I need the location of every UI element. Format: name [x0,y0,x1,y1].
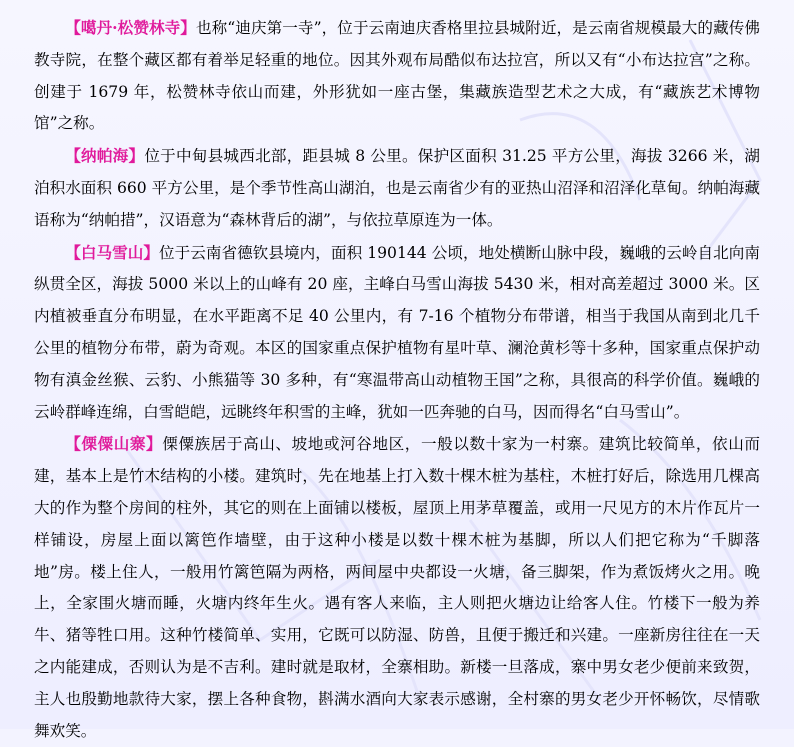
paragraph-heading: 【傈僳山寨】 [65,434,163,454]
paragraph-text: 也称“迪庆第一寺”，位于云南迪庆香格里拉县城附近，是云南省规模最大的藏传佛教寺院，在整个藏区都有着举足轻重的地位。因其外观布局酷似布达拉宫，所以又有“小布达拉宫”之称。创建于 1679 年，松赞林寺依山而建，外形犹如一座古堡，集藏族造型艺术之大成，有“藏族艺术博物馆”之称。 [34,19,760,133]
article-body [34,12,760,747]
paragraph-text: 傈僳族居于高山、坡地或河谷地区，一般以数十家为一村寨。建筑比较简单，依山而建，基本上是竹木结构的小楼。建筑时，先在地基上打入数十棵木桩为基柱，木桩打好后，除选用几棵高大的作为整个房间的柱外，其它的则在上面铺以楼板，屋顶上用茅草覆盖，或用一尺见方的木片作瓦片一样铺设，房屋上面以篱笆作墙壁，由于这种小楼是以数十棵木桩为基脚，所以人们把它称为“千脚落地”房。楼上住人，一般用竹篱笆隔为两格，两间屋中央都设一火塘，备三脚架，作为煮饭烤火之用。晚上，全家围火塘而睡，火塘内终年生火。遇有客人来临，主人则把火塘边让给客人住。竹楼下一般为养牛、猪等牲口用。这种竹楼简单、实用，它既可以防湿、防兽，且便于搬迁和兴建。一座新房往往在一天之内能建成，否则认为是不吉利。建时就是取材，全寨相助。新楼一旦落成，寨中男女老少便前来致贺，主人也殷勤地款待大家，摆上各种食物，斟满水酒向大家表示感谢，全村寨的男女老少开怀畅饮，尽情歌舞欢笑。 [34,435,760,740]
paragraph-text: 位于云南省德钦县境内，面积 190144 公顷，地处横断山脉中段，巍峨的云岭自北向南纵贯全区，海拔 5000 米以上的山峰有 20 座，主峰白马雪山海拔 5430 米，相对高差超过 3000 米。区内植被垂直分布明显，在水平距离不足 40 公里内，有 7-16 个植物分布带谱，相当于我国从南到北几千公里的植物分布带，蔚为奇观。本区的国家重点保护植物有星叶草、澜沧黄杉等十多种，国家重点保护动物有滇金丝猴、云豹、小熊猫等 30 多种，有“寒温带高山动植物王国”之称，具很高的科学价值。巍峨的云岭群峰连绵，白雪皑皑，远眺终年积雪的主峰，犹如一匹奔驰的白马，因而得名“白马雪山”。 [34,243,760,421]
paragraph-heading: 【纳帕海】 [65,146,145,166]
paragraph-baima-snow-mountain [34,237,760,429]
paragraph-napahai [34,140,760,236]
paragraph-heading: 【噶丹·松赞林寺】 [65,18,196,37]
paragraph-text: 位于中甸县城西北部，距县城 8 公里。保护区面积 31.25 平方公里，海拔 3266 米，湖泊积水面积 660 平方公里，是个季节性高山湖泊，也是云南省少有的亚热山沼泽和沼泽化草甸。纳帕海藏语称为“纳帕措”，汉语意为“森林背后的湖”，与依拉草原连为一体。 [34,147,760,229]
paragraph-heading: 【白马雪山】 [65,242,159,262]
paragraph-songzanlin [34,12,760,140]
paragraph-lisu-village [34,428,760,747]
